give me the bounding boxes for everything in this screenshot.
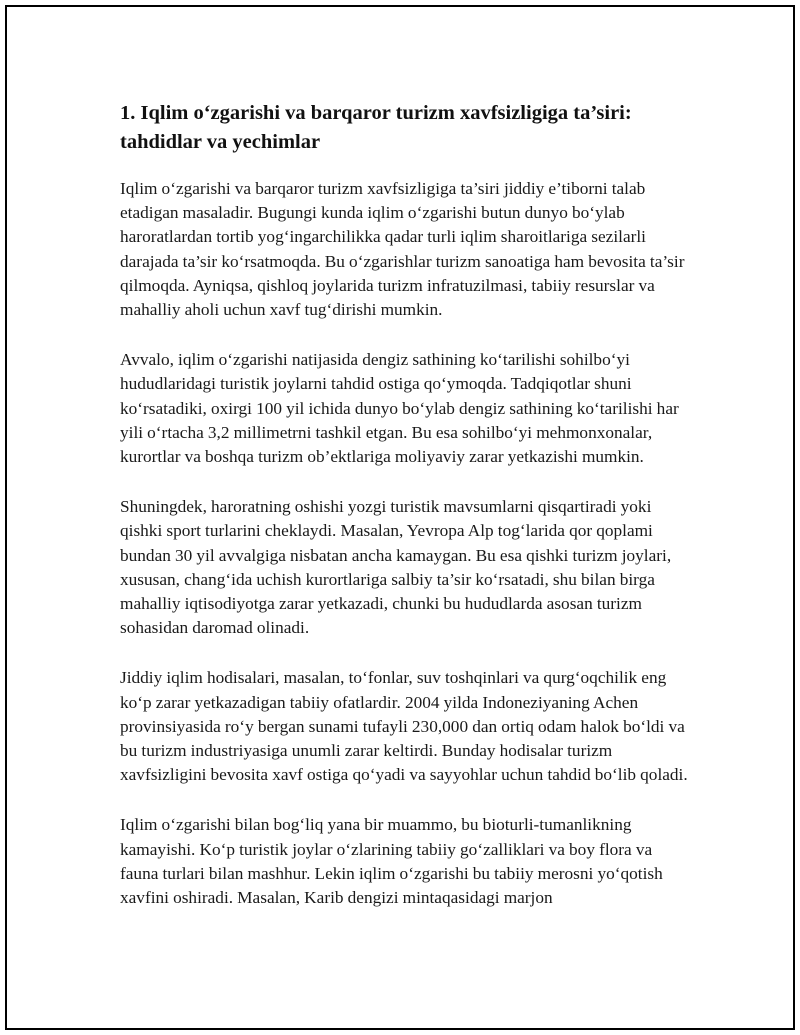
document-body bbox=[120, 99, 692, 936]
document-heading: 1. Iqlim o‘zgarishi va barqaror turizm xavfsizligiga ta’siri: tahdidlar va yechimlar bbox=[120, 102, 632, 153]
paragraph-4: Jiddiy iqlim hodisalari, masalan, to‘fonlar, suv toshqinlari va qurg‘oqchilik eng ko‘p zarar yetkazadigan tabiiy ofatlardir. 2004 yilda Indoneziyaning Achen provinsiyasida ro‘y bergan sunami tufayli 230,000 dan ortiq odam halok bo‘ldi va bu turizm industriyasiga unumli zarar keltirdi. Bunday hodisalar turizm xavfsizligini bevosita xavf ostiga qo‘yadi va sayyohlar uchun tahdid bo‘lib qoladi. bbox=[120, 668, 688, 785]
page-frame bbox=[5, 5, 795, 1030]
paragraph-3: Shuningdek, haroratning oshishi yozgi turistik mavsumlarni qisqartiradi yoki qishki sport turlarini cheklaydi. Masalan, Yevropa Alp tog‘larida qor qoplami bundan 30 yil avvalgiga nisbatan ancha kamaygan. Bu esa qishki turizm joylari, xususan, chang‘ida uchish kurortlariga salbiy ta’sir ko‘rsatadi, shu bilan birga mahalliy iqtisodiyotga zarar yetkazadi, chunki bu hududlarda asosan turizm sohasidan daromad olinadi. bbox=[120, 497, 672, 638]
paragraph-1: Iqlim o‘zgarishi va barqaror turizm xavfsizligiga ta’siri jiddiy e’tiborni talab etadigan masaladir. Bugungi kunda iqlim o‘zgarishi butun dunyo bo‘ylab haroratlardan tortib yog‘ingarchilikka qadar turli iqlim sharoitlariga sezilarli darajada ta’sir ko‘rsatmoqda. Bu o‘zgarishlar turizm sanoatiga ham bevosita ta’sir qilmoqda. Ayniqsa, qishloq joylarida turizm infratuzilmasi, tabiiy resurslar va mahalliy aholi uchun xavf tug‘dirishi mumkin. bbox=[120, 179, 685, 320]
paragraph-2: Avvalo, iqlim o‘zgarishi natijasida dengiz sathining ko‘tarilishi sohilbo‘yi hududlaridagi turistik joylarni tahdid ostiga qo‘ymoqda. Tadqiqotlar shuni ko‘rsatadiki, oxirgi 100 yil ichida dunyo bo‘ylab dengiz sathining ko‘tarilishi har yili o‘rtacha 3,2 millimetrni tashkil etgan. Bu esa sohilbo‘yi mehmonxonalar, kurortlar va boshqa turizm ob’ektlariga moliyaviy zarar yetkazishi mumkin. bbox=[120, 350, 679, 467]
paragraph-5: Iqlim o‘zgarishi bilan bog‘liq yana bir muammo, bu bioturli-tumanlikning kamayishi. Ko‘p turistik joylar o‘zlarining tabiiy go‘zalliklari va boy flora va fauna turlari bilan mashhur. Lekin iqlim o‘zgarishi bu tabiiy merosni yo‘qotish xavfini oshiradi. Masalan, Karib dengizi mintaqasidagi marjon bbox=[120, 815, 663, 908]
